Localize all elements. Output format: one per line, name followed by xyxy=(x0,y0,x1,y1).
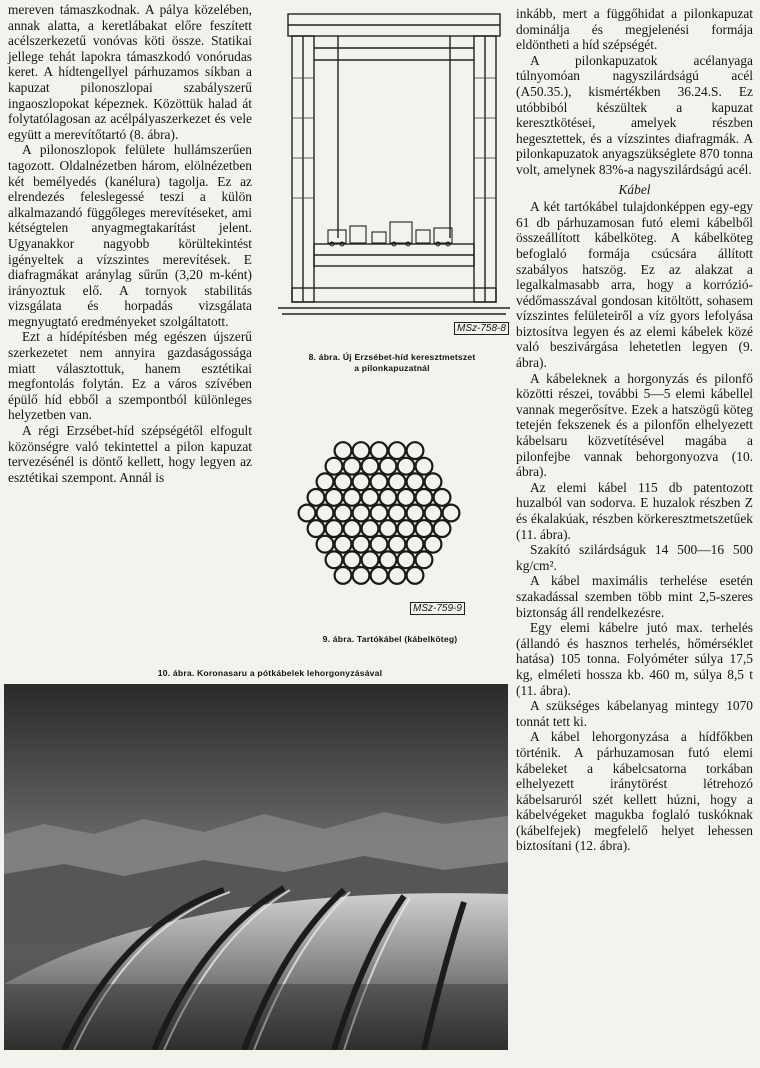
elemental-cable-32 xyxy=(389,505,406,522)
elemental-cable-30 xyxy=(353,505,370,522)
elemental-cable-46 xyxy=(353,536,370,553)
elemental-cable-18 xyxy=(425,473,442,490)
elemental-cable-7 xyxy=(344,458,361,475)
elemental-cable-25 xyxy=(416,489,433,506)
left-column-paragraph-2: A pilonoszlopok felülete hullámszerűen tagozott. Oldalnézetben három, elölnézetben két bemélyedés (kanélura) tagolja. Ez az elrendezés feleslegessé teszi a külön alkalmazandó függőleges merevítéseket, ami kétségtelen anyagmegtakarítást jelent. Ugyanakkor nagyobb körültekintést igényeltek a vízszintes merevítések. E diafragmákat aránylag sűrűn (3,20 m-ként) irányoztuk elő. A tornyok stabilitás vizsgálata és horpadás vizsgálata megnyugtató eredményeket szolgáltatott. xyxy=(8,142,252,329)
elemental-cable-34 xyxy=(425,505,442,522)
right-column-bottom-paragraph-4: Szakító szilárdságuk 14 500—16 500 kg/cm². xyxy=(516,542,753,573)
elemental-cable-15 xyxy=(371,473,388,490)
figure-9-reference-code: MSz-759-9 xyxy=(410,602,465,615)
right-column-bottom-paragraph-2: A kábeleknek a horgonyzás és pilonfő közötti részei, további 5—5 elemi kábellel vannak megerősítve. Ezek a hatszögű köteg tetején fekszenek és a pilonfőn elhelyezett kábelsaru közvetítésével magába a pilonfejbe vannak behorgonyozva (10. ábra). xyxy=(516,370,753,480)
elemental-cable-57 xyxy=(335,567,352,584)
elemental-cable-55 xyxy=(398,551,415,568)
elemental-cable-19 xyxy=(308,489,325,506)
right-column-bottom-paragraph-6: Egy elemi kábelre jutó max. terhelés (állandó és hasznos terhelés, hőmérséklet hatása) 105 tonna. Folyóméter súlya 17,5 kg, elméleti hossza kb. 460 m, súlya 8,5 t (11. ábra). xyxy=(516,620,753,698)
section-heading-kabel: Kábel xyxy=(618,181,651,197)
elemental-cable-56 xyxy=(416,551,433,568)
elemental-cable-58 xyxy=(353,567,370,584)
elemental-cable-11 xyxy=(416,458,433,475)
elemental-cable-6 xyxy=(326,458,343,475)
left-column-paragraph-1: mereven támaszkodnak. A pálya közelében, annak alatta, a keretlábakat előre feszített acélszerkezetű vonóvas köti össze. Statikai jellege tehát lapokra támaszkodó vonórudas keret. A hídtengellyel párhuzamos síkban a kapuzat pilonoszlopai szabályszerű ingaoszlopokat képeznek. Közöttük halad át folytatólagosan az acélpályaszerkezet és vele együtt a merevítőtartó (8. ábra). xyxy=(8,2,252,142)
figure-8-pylon-cross-section xyxy=(278,8,510,344)
elemental-cable-47 xyxy=(371,536,388,553)
elemental-cable-42 xyxy=(416,520,433,537)
left-column-paragraph-4: A régi Erzsébet-híd szépségétől elfogult közönségre való tekintettel a pilon kapuzat tervezésénél is döntő kellett, hogy legyen az esztétikai szempont. Annál is xyxy=(8,423,252,485)
elemental-cable-36 xyxy=(308,520,325,537)
elemental-cable-53 xyxy=(362,551,379,568)
elemental-cable-10 xyxy=(398,458,415,475)
elemental-cable-8 xyxy=(362,458,379,475)
elemental-cable-4 xyxy=(389,442,406,459)
right-column-bottom-paragraph-7: A szükséges kábelanyag mintegy 1070 tonnát tett ki. xyxy=(516,698,753,729)
elemental-cable-23 xyxy=(380,489,397,506)
right-column-top-paragraph-2: A pilonkapuzatok acélanyaga túlnyomóan nagyszilárdságú acél (A50.35.), kismértékben 36.24.S. Ez utóbbiból készültek a kapuzat keresztkötései, amelyek részben hegesztettek, és a vízszintes diafragmák. A pilonkapuzatok anyagszükséglete 870 tonna volt, amelynek 83%-a nagyszilárdságú acél. xyxy=(516,52,753,177)
elemental-cable-24 xyxy=(398,489,415,506)
right-column-bottom-paragraph-1: A két tartókábel tulajdonképpen egy-egy 61 db párhuzamosan futó elemi kábelből összeállított kábelköteg. A kábelköteg befoglaló formája csúcsára állított szabályos hatszög. Ez az alakzat a legalkalmasabb arra, hogy a korrózió-védőmasszával gondosan kitöltött, sohasem vízszintes felületeiről a víz gyors lefolyása biztosítva legyen és az elemi kábelek közé való beszivárgása lehetetlen legyen (9. ábra). xyxy=(516,199,753,371)
elemental-cable-61 xyxy=(407,567,424,584)
elemental-cable-52 xyxy=(344,551,361,568)
left-column-paragraph-3: Ezt a hídépítésben még egészen újszerű szerkezetet nem annyira gazdaságossága miatt választottuk, hanem esztétikai megfontolás folytán. Ez a város szívében épülő híd ebből a szempontból különleges helyzetben van. xyxy=(8,329,252,423)
right-column-bottom-paragraph-8: A kábel lehorgonyzása a hídfőkben történik. A párhuzamosan futó elemi kábeleket a kábelcsatorna torkában elhelyezett iránytörést létrehozó kábelsaruról szét kellett húzni, hogy a kábelvégeket magukba foglaló tuskóknak (kábelfejek) megfelelő helyet lehessen biztosítani (12. ábra). xyxy=(516,729,753,854)
right-text-column xyxy=(516,6,753,854)
elemental-cable-43 xyxy=(434,520,451,537)
elemental-cable-27 xyxy=(299,505,316,522)
elemental-cable-51 xyxy=(326,551,343,568)
elemental-cable-22 xyxy=(362,489,379,506)
figure-8-caption xyxy=(272,352,512,374)
figure-9-cable-bundle xyxy=(292,428,466,598)
elemental-cable-49 xyxy=(407,536,424,553)
elemental-cable-54 xyxy=(380,551,397,568)
figure-10-photograph xyxy=(4,684,508,1050)
figure-8-caption-line1: 8. ábra. Új Erzsébet-híd keresztmetszet xyxy=(308,352,476,362)
elemental-cable-13 xyxy=(335,473,352,490)
elemental-cable-5 xyxy=(407,442,424,459)
elemental-cable-60 xyxy=(389,567,406,584)
right-column-bottom-paragraph-3: Az elemi kábel 115 db patentozott huzalból van sodorva. E huzalok részben Z és ékalakúak, részben körkeresztmetszetűek (11. ábra). xyxy=(516,479,753,542)
elemental-cable-35 xyxy=(443,505,460,522)
elemental-cable-50 xyxy=(425,536,442,553)
figure-8-reference-code: MSz-758-8 xyxy=(454,322,509,335)
elemental-cable-2 xyxy=(353,442,370,459)
elemental-cable-31 xyxy=(371,505,388,522)
elemental-cable-29 xyxy=(335,505,352,522)
elemental-cable-37 xyxy=(326,520,343,537)
elemental-cable-17 xyxy=(407,473,424,490)
elemental-cable-3 xyxy=(371,442,388,459)
elemental-cable-12 xyxy=(317,473,334,490)
elemental-cable-45 xyxy=(335,536,352,553)
right-column-top-paragraphs xyxy=(516,6,753,178)
left-text-column xyxy=(8,2,252,485)
elemental-cable-59 xyxy=(371,567,388,584)
right-column-top-paragraph-1: inkább, mert a függőhidat a pilonkapuzat dominálja és megjelenési formája eldöntheti a híd szépségét. xyxy=(516,6,753,53)
elemental-cable-9 xyxy=(380,458,397,475)
elemental-cable-28 xyxy=(317,505,334,522)
elemental-cable-40 xyxy=(380,520,397,537)
elemental-cable-39 xyxy=(362,520,379,537)
elemental-cable-21 xyxy=(344,489,361,506)
elemental-cable-26 xyxy=(434,489,451,506)
right-column-bottom-paragraphs xyxy=(516,199,753,854)
figure-10-caption: 10. ábra. Koronasaru a pótkábelek lehorgonyzásával xyxy=(157,668,383,678)
elemental-cable-48 xyxy=(389,536,406,553)
elemental-cable-16 xyxy=(389,473,406,490)
elemental-cable-41 xyxy=(398,520,415,537)
elemental-cable-14 xyxy=(353,473,370,490)
figure-8-caption-line2: a pilonkapuzatnál xyxy=(354,363,430,373)
elemental-cable-33 xyxy=(407,505,424,522)
elemental-cable-38 xyxy=(344,520,361,537)
elemental-cable-1 xyxy=(335,442,352,459)
right-column-bottom-paragraph-5: A kábel maximális terhelése esetén szakadással szemben több mint 2,5-szeres biztonság áll rendelkezésre. xyxy=(516,573,753,620)
elemental-cable-20 xyxy=(326,489,343,506)
figure-9-caption: 9. ábra. Tartókábel (kábelköteg) xyxy=(322,634,458,644)
elemental-cable-44 xyxy=(317,536,334,553)
